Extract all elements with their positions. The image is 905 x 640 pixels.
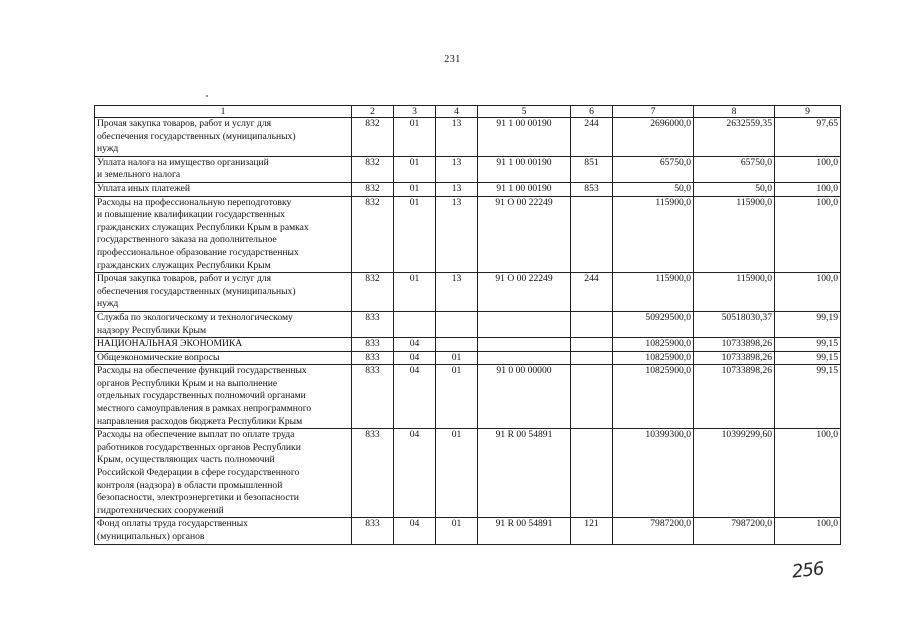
percent-cell: 99,19 <box>775 311 841 337</box>
header-cell: 6 <box>571 106 613 118</box>
subsection-cell <box>436 338 478 352</box>
row-name-cell: НАЦИОНАЛЬНАЯ ЭКОНОМИКА <box>95 338 352 352</box>
plan-amount-cell: 50929500,0 <box>613 311 694 337</box>
header-cell: 4 <box>436 106 478 118</box>
section-cell: 04 <box>394 518 436 544</box>
expense-type-cell: 851 <box>571 156 613 182</box>
header-cell: 5 <box>478 106 571 118</box>
scan-speck <box>206 95 208 97</box>
row-name-cell: Уплата налога на имущество организаций и земельного налога <box>95 156 352 182</box>
percent-cell: 100,0 <box>775 156 841 182</box>
actual-amount-cell: 10399299,60 <box>694 429 775 518</box>
code-cell: 833 <box>352 365 394 429</box>
code-cell: 833 <box>352 351 394 365</box>
expense-type-cell <box>571 196 613 273</box>
percent-cell: 99,15 <box>775 338 841 352</box>
subsection-cell: 13 <box>436 196 478 273</box>
expense-type-cell <box>571 365 613 429</box>
expense-type-cell: 244 <box>571 118 613 157</box>
section-cell: 01 <box>394 182 436 196</box>
row-name-cell: Общеэкономические вопросы <box>95 351 352 365</box>
handwritten-page-number: 256 <box>790 558 825 583</box>
actual-amount-cell: 115900,0 <box>694 196 775 273</box>
section-cell <box>394 311 436 337</box>
actual-amount-cell: 10733898,26 <box>694 365 775 429</box>
code-cell: 833 <box>352 338 394 352</box>
table-row <box>95 311 841 337</box>
table-row <box>95 182 841 196</box>
percent-cell: 99,15 <box>775 351 841 365</box>
expense-type-cell: 121 <box>571 518 613 544</box>
expense-type-cell: 244 <box>571 273 613 312</box>
code-cell: 832 <box>352 118 394 157</box>
table-row <box>95 338 841 352</box>
section-cell: 01 <box>394 196 436 273</box>
section-cell: 01 <box>394 118 436 157</box>
subsection-cell <box>436 311 478 337</box>
section-cell: 04 <box>394 429 436 518</box>
page-number: 231 <box>444 54 461 65</box>
plan-amount-cell: 10399300,0 <box>613 429 694 518</box>
actual-amount-cell: 7987200,0 <box>694 518 775 544</box>
header-cell: 3 <box>394 106 436 118</box>
code-cell: 832 <box>352 156 394 182</box>
percent-cell: 100,0 <box>775 518 841 544</box>
target-article-cell: 91 1 00 00190 <box>478 182 571 196</box>
table-row <box>95 351 841 365</box>
table-row <box>95 196 841 273</box>
table-row <box>95 518 841 544</box>
actual-amount-cell: 2632559,35 <box>694 118 775 157</box>
row-name-cell: Прочая закупка товаров, работ и услуг для обеспечения государственных (муниципальных) нужд <box>95 118 352 157</box>
section-cell: 01 <box>394 156 436 182</box>
plan-amount-cell: 115900,0 <box>613 196 694 273</box>
target-article-cell <box>478 338 571 352</box>
target-article-cell <box>478 351 571 365</box>
expense-type-cell <box>571 338 613 352</box>
target-article-cell: 91 0 00 00000 <box>478 365 571 429</box>
subsection-cell: 01 <box>436 351 478 365</box>
header-cell: 2 <box>352 106 394 118</box>
header-cell: 7 <box>613 106 694 118</box>
actual-amount-cell: 50518030,37 <box>694 311 775 337</box>
code-cell: 833 <box>352 429 394 518</box>
table-row <box>95 118 841 157</box>
target-article-cell: 91 О 00 22249 <box>478 273 571 312</box>
actual-amount-cell: 50,0 <box>694 182 775 196</box>
subsection-cell: 13 <box>436 156 478 182</box>
subsection-cell: 01 <box>436 365 478 429</box>
row-name-cell: Расходы на профессиональную переподготовку и повышение квалификации государственных гражданских служащих Республики Крым в рамках государственного заказа на дополнительное профессиональное образование государственных гражданских служащих Республики Крым <box>95 196 352 273</box>
table-row <box>95 156 841 182</box>
target-article-cell: 91 1 00 00190 <box>478 118 571 157</box>
plan-amount-cell: 10825900,0 <box>613 338 694 352</box>
percent-cell: 97,65 <box>775 118 841 157</box>
expense-type-cell <box>571 311 613 337</box>
table-row <box>95 365 841 429</box>
row-name-cell: Расходы на обеспечение выплат по оплате труда работников государственных органов Республики Крым, осуществляющих часть полномочий Российской Федерации в сфере государственного контроля (надзора) в области промышленной безопасности, электроэнергетики и безопасности гидротехнических сооружений <box>95 429 352 518</box>
target-article-cell: 91 R 00 54891 <box>478 429 571 518</box>
row-name-cell: Уплата иных платежей <box>95 182 352 196</box>
section-cell: 04 <box>394 338 436 352</box>
plan-amount-cell: 65750,0 <box>613 156 694 182</box>
table-row <box>95 273 841 312</box>
code-cell: 833 <box>352 518 394 544</box>
expense-type-cell <box>571 429 613 518</box>
row-name-cell: Служба по экологическому и технологическому надзору Республики Крым <box>95 311 352 337</box>
row-name-cell: Фонд оплаты труда государственных (муниципальных) органов <box>95 518 352 544</box>
percent-cell: 99,15 <box>775 365 841 429</box>
actual-amount-cell: 115900,0 <box>694 273 775 312</box>
plan-amount-cell: 115900,0 <box>613 273 694 312</box>
code-cell: 832 <box>352 273 394 312</box>
section-cell: 04 <box>394 365 436 429</box>
subsection-cell: 13 <box>436 273 478 312</box>
code-cell: 832 <box>352 182 394 196</box>
subsection-cell: 13 <box>436 118 478 157</box>
budget-table <box>94 105 841 545</box>
plan-amount-cell: 50,0 <box>613 182 694 196</box>
expense-type-cell: 853 <box>571 182 613 196</box>
row-name-cell: Прочая закупка товаров, работ и услуг для обеспечения государственных (муниципальных) нужд <box>95 273 352 312</box>
target-article-cell: 91 R 00 54891 <box>478 518 571 544</box>
percent-cell: 100,0 <box>775 273 841 312</box>
row-name-cell: Расходы на обеспечение функций государственных органов Республики Крым и на выполнение отдельных государственных полномочий органами местного самоуправления в рамках непрограммного направления расходов бюджета Республики Крым <box>95 365 352 429</box>
expense-type-cell <box>571 351 613 365</box>
subsection-cell: 01 <box>436 518 478 544</box>
percent-cell: 100,0 <box>775 196 841 273</box>
plan-amount-cell: 2696000,0 <box>613 118 694 157</box>
header-row <box>95 106 841 118</box>
target-article-cell <box>478 311 571 337</box>
section-cell: 04 <box>394 351 436 365</box>
subsection-cell: 01 <box>436 429 478 518</box>
section-cell: 01 <box>394 273 436 312</box>
subsection-cell: 13 <box>436 182 478 196</box>
plan-amount-cell: 10825900,0 <box>613 365 694 429</box>
actual-amount-cell: 10733898,26 <box>694 351 775 365</box>
target-article-cell: 91 1 00 00190 <box>478 156 571 182</box>
code-cell: 833 <box>352 311 394 337</box>
code-cell: 832 <box>352 196 394 273</box>
plan-amount-cell: 10825900,0 <box>613 351 694 365</box>
percent-cell: 100,0 <box>775 182 841 196</box>
header-cell: 1 <box>95 106 352 118</box>
actual-amount-cell: 10733898,26 <box>694 338 775 352</box>
header-cell: 9 <box>775 106 841 118</box>
percent-cell: 100,0 <box>775 429 841 518</box>
actual-amount-cell: 65750,0 <box>694 156 775 182</box>
header-cell: 8 <box>694 106 775 118</box>
plan-amount-cell: 7987200,0 <box>613 518 694 544</box>
table-row <box>95 429 841 518</box>
target-article-cell: 91 О 00 22249 <box>478 196 571 273</box>
